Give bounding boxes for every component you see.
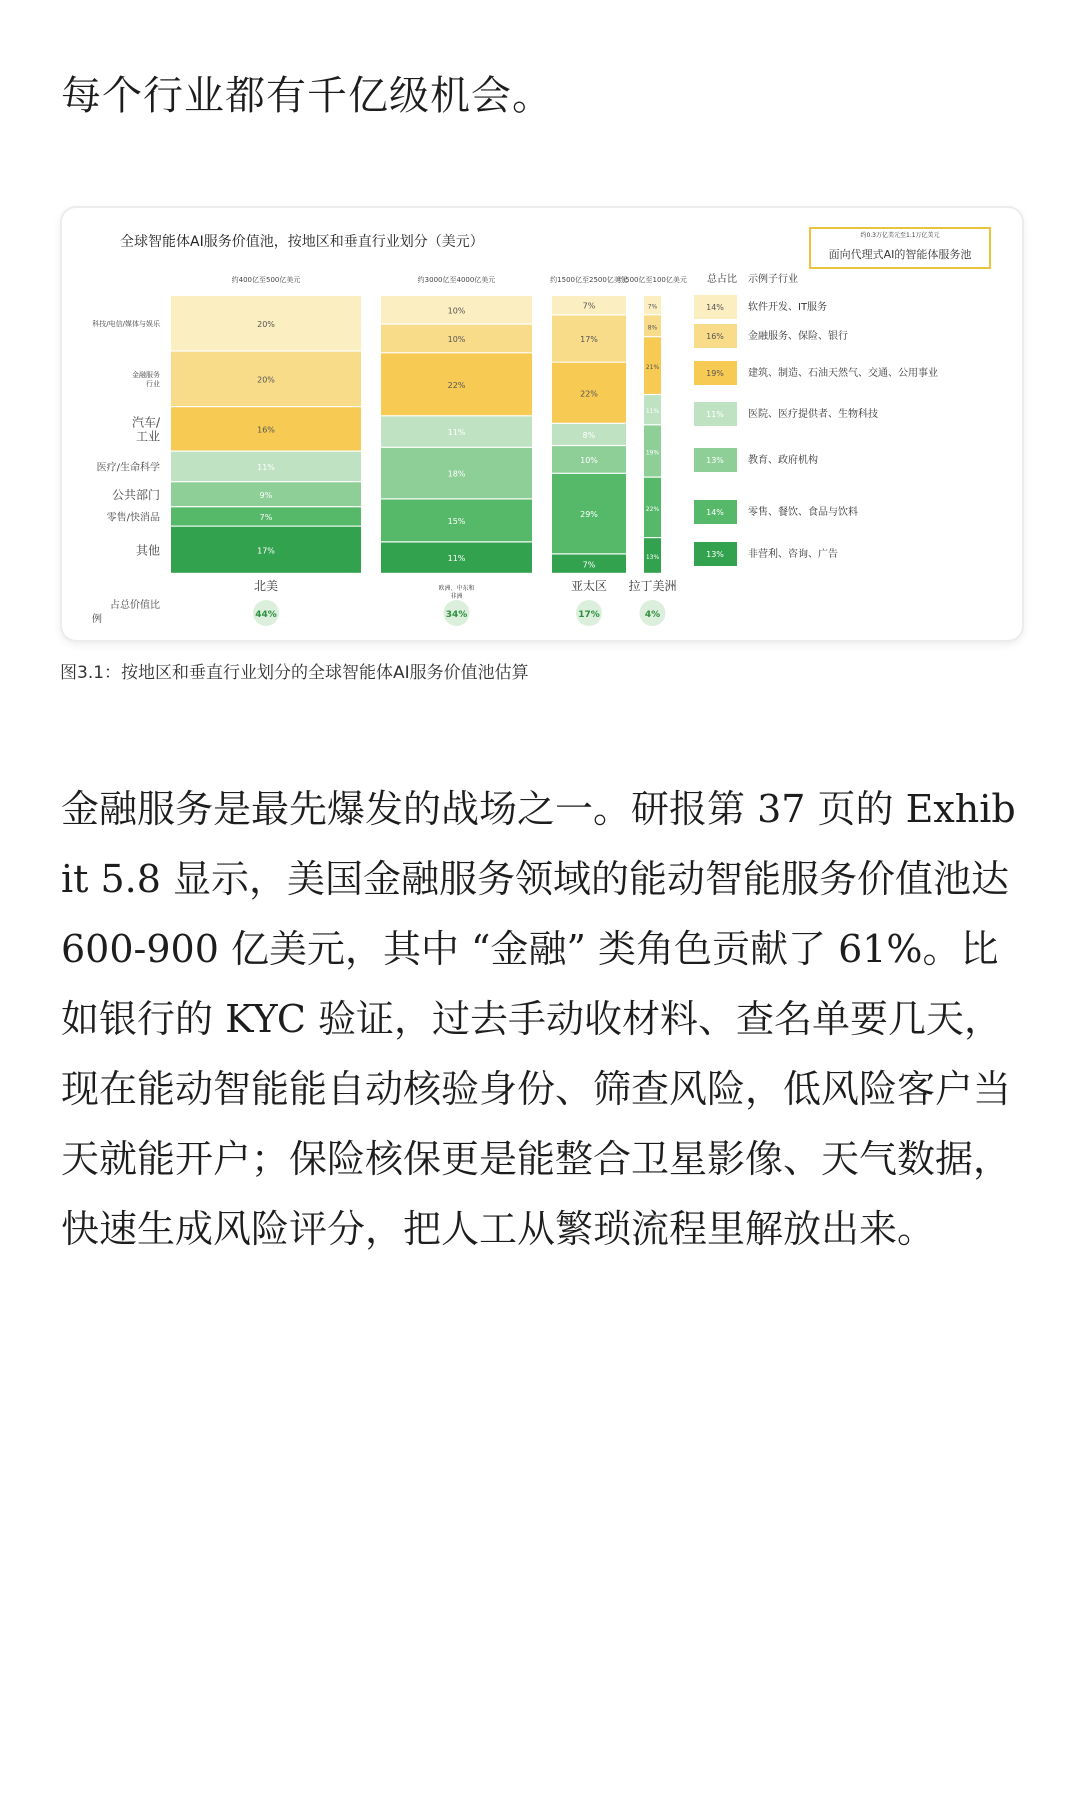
bar-segment-label: 8%	[582, 431, 596, 440]
chart-title: 全球智能体AI服务价值池，按地区和垂直行业划分（美元）	[120, 234, 484, 250]
segment-axis-label: 金融服务	[132, 371, 160, 380]
legend-box-top-text: 约0.3万亿美元至1.1万亿美元	[860, 232, 940, 239]
legend-box-main-text: 面向代理式AI的智能体服务池	[828, 248, 972, 261]
region-range-label: 约1500亿至2500亿美元	[550, 276, 628, 284]
segment-axis-label: 汽车/	[131, 415, 160, 430]
share-value-label: 17%	[578, 610, 600, 620]
example-subindustry-label: 医院、医疗提供者、生物科技	[748, 409, 878, 420]
segment-axis-label: 零售/快消品	[106, 512, 160, 524]
bar-segment-label: 11%	[447, 554, 466, 564]
bar-segment-label: 11%	[645, 408, 660, 416]
share-value-label: 4%	[644, 610, 661, 620]
figure-caption: 图3.1：按地区和垂直行业划分的全球智能体AI服务价值池估算	[60, 663, 529, 683]
bar-segment-label: 22%	[645, 505, 660, 513]
region-range-label: 约500亿至100亿美元	[618, 276, 687, 284]
region-range-label: 约400亿至500亿美元	[231, 276, 301, 284]
share-row-label: 占总价值比	[110, 600, 160, 611]
segment-axis-label: 医疗/生命科学	[96, 462, 160, 474]
region-name-label: 拉丁美洲	[628, 579, 677, 593]
bar-segment-label: 9%	[259, 490, 273, 500]
total-share-label: 13%	[706, 550, 724, 559]
bar-segment-label: 10%	[447, 335, 466, 344]
bar-segment-label: 17%	[580, 335, 598, 345]
bar-segment-label: 8%	[647, 324, 658, 332]
total-share-label: 16%	[706, 332, 724, 341]
body-paragraph: 金融服务是最先爆发的战场之一。研报第 37 页的 Exhibit 5.8 显示，美国金融服务领域的能动智能服务价值池达 600-900 亿美元，其中 “金融” 类角色贡献了 61%。比如银行的 KYC 验证，过去手动收材料、查名单要几天，现在能动智能能自动核验身份、筛查风险，低风险客户当天就能开户；保险核保更是能整合卫星影像、天气数据，快速生成风险评分，把人工从繁琐流程里解放出来。	[61, 787, 1016, 1251]
bar-segment-label: 7%	[647, 303, 658, 311]
bar-segment-label: 20%	[257, 375, 275, 385]
share-row-label: 例	[92, 614, 102, 625]
bar-segment-label: 11%	[257, 463, 275, 472]
value-pool-chart	[62, 208, 1022, 640]
bar-segment-label: 20%	[257, 319, 275, 329]
total-share-label: 13%	[706, 456, 724, 465]
share-value-label: 44%	[255, 610, 277, 620]
example-subindustry-label: 教育、政府机构	[748, 455, 818, 466]
segment-axis-label: 公共部门	[111, 487, 160, 502]
example-subindustry-label: 建筑、制造、石油天然气、交通、公用事业	[748, 368, 938, 379]
total-column-header: 总占比	[707, 274, 737, 285]
region-name-label: 非洲	[450, 593, 463, 600]
bar-segment-label: 10%	[447, 306, 466, 316]
example-subindustry-label: 软件开发、IT服务	[748, 302, 828, 313]
bar-segment-label: 7%	[582, 560, 596, 570]
bar-segment-label: 22%	[447, 380, 466, 390]
bar-segment-label: 29%	[580, 510, 598, 520]
bar-segment-label: 7%	[259, 513, 273, 522]
bar-segment-label: 19%	[645, 449, 660, 457]
region-range-label: 约3000亿至4000亿美元	[417, 276, 496, 284]
bar-segment-label: 17%	[257, 546, 275, 556]
example-subindustry-label: 非营利、咨询、广告	[748, 549, 838, 560]
bar-segment-label: 21%	[645, 364, 660, 372]
share-value-label: 34%	[445, 610, 468, 620]
examples-column-header: 示例子行业	[748, 274, 798, 285]
bar-segment-label: 7%	[582, 301, 596, 311]
section-heading: 每个行业都有千亿级机会。	[61, 73, 553, 119]
segment-axis-label: 行业	[146, 380, 160, 389]
bar-segment-label: 15%	[447, 517, 466, 526]
segment-axis-label: 工业	[135, 429, 160, 444]
chart-figure	[62, 208, 1022, 640]
total-share-label: 11%	[706, 410, 724, 419]
example-subindustry-label: 零售、餐饮、食品与饮料	[748, 507, 858, 518]
bar-segment-label: 13%	[645, 554, 660, 562]
total-share-label: 19%	[706, 369, 724, 378]
segment-axis-label: 科技/电信/媒体与娱乐	[92, 320, 160, 329]
bar-segment-label: 22%	[580, 389, 598, 399]
bar-segment-label: 11%	[447, 428, 466, 438]
region-name-label: 亚太区	[570, 579, 608, 593]
total-share-label: 14%	[706, 303, 724, 312]
region-name-label: 北美	[253, 579, 279, 593]
bar-segment-label: 18%	[447, 469, 466, 479]
bar-segment-label: 16%	[257, 425, 275, 435]
segment-axis-label: 其他	[135, 543, 160, 558]
example-subindustry-label: 金融服务、保险、银行	[748, 331, 848, 342]
region-name-label: 欧洲、中东和	[438, 585, 475, 592]
total-share-label: 14%	[706, 508, 724, 517]
bar-segment-label: 10%	[580, 456, 598, 465]
